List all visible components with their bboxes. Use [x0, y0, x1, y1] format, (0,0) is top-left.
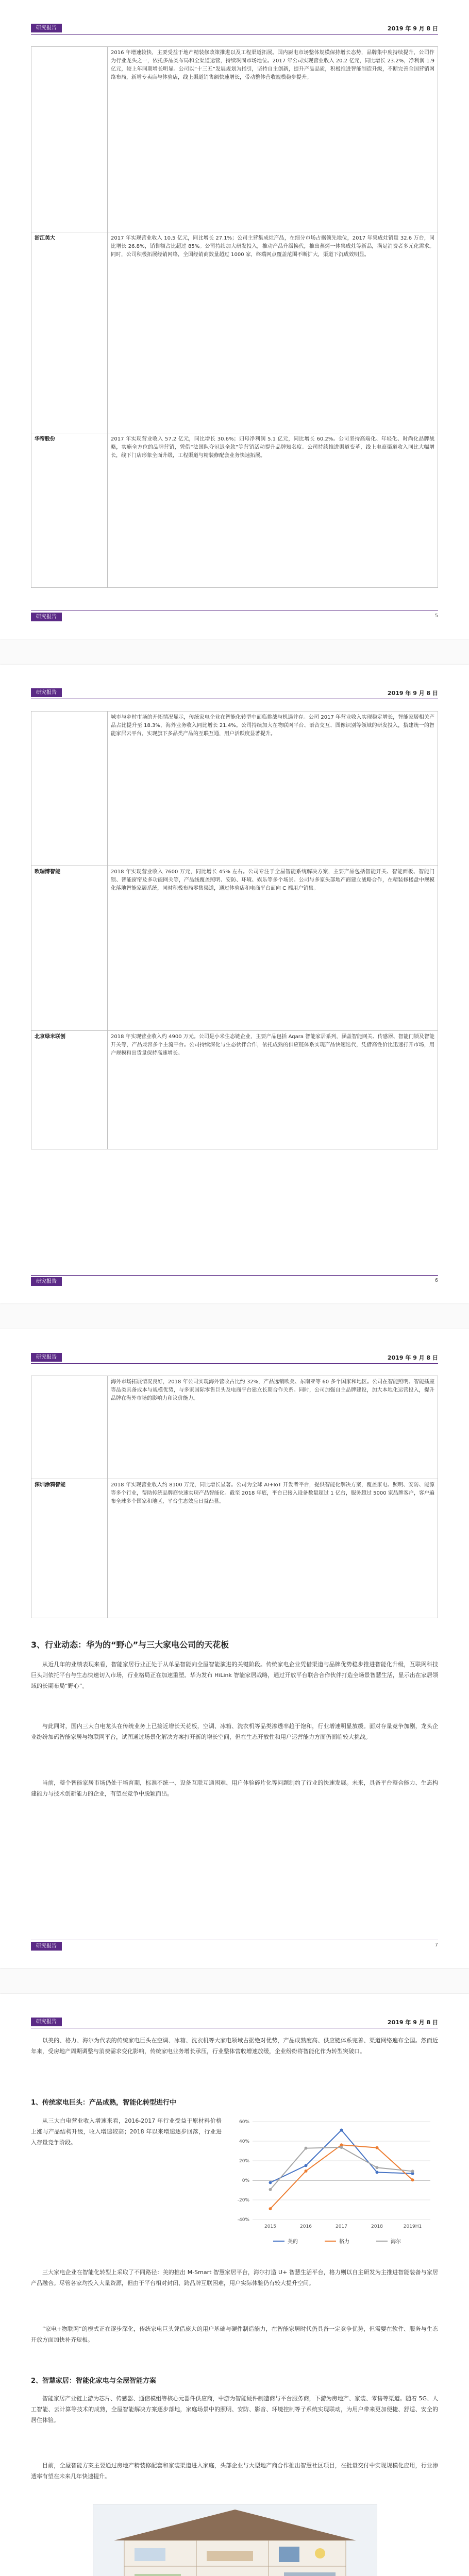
y-tick-label: 40%	[239, 2139, 249, 2144]
data-point	[411, 2178, 414, 2181]
report-badge: 研究报告	[31, 688, 62, 697]
company-description: 城市与乡村市场的开拓情况显示，传统家电企业在智能化转型中面临挑战与机遇并存。公司 2017 年营业收入实现稳定增长，智能家居相关产品占比提升至 18.3%，海外业务收入同比增长 21.4%。公司持续加大在物联网平台、语音交互、图像识别等领域的研发投入，搭建统一的智能家居云平台，实现旗下多品类产品的互联互通，用户活跃度显著提升。	[108, 711, 438, 866]
page-header	[31, 24, 438, 35]
data-point	[269, 2188, 272, 2191]
revenue-growth-chart	[232, 2111, 438, 2250]
body-paragraph: 目前，全屋智能方案主要通过房地产精装修配套和家装渠道进入家庭，头部企业与大型地产商合作推出智慧社区项目，在批量交付中实现规模化应用，行业渗透率有望在未来几年快速提升。	[31, 2462, 438, 2480]
body-paragraph: 从近几年的业绩表现来看，智能家居行业正处于从单品智能向全屋智能演进的关键阶段。传统家电企业凭借渠道与品牌优势稳步推进智能化升级，互联网科技巨头则依托平台与生态快速切入市场，行业格局正在加速重塑。华为发布 HiLink 智能家居战略，通过开放平台联合合作伙伴打造全场景智慧生活，显示出在家居领域的长期布局“野心”。	[31, 1661, 438, 1689]
report-date: 2019 年 9 月 8 日	[387, 690, 438, 697]
company-name: 北京绿米联创	[31, 1031, 108, 1149]
report-badge: 研究报告	[31, 1353, 62, 1362]
page-header	[31, 688, 438, 699]
report-badge: 研究报告	[31, 2018, 62, 2026]
legend-label: 美的	[288, 2239, 298, 2245]
y-tick-label: 0%	[242, 2178, 249, 2183]
page-footer	[31, 611, 438, 621]
report-date: 2019 年 9 月 8 日	[387, 2019, 438, 2026]
report-badge: 研究报告	[31, 24, 62, 32]
company-description: 2016 年增速较快，主要受益于地产精装修政策推进以及工程渠道拓展。国内厨电市场整体规模保持增长态势，品牌集中度持续提升，公司作为行业龙头之一，依托多品类布局和全渠道运营，持续巩固市场地位。2017 年公司实现营业收入 20.2 亿元，同比增长 23.2%，净利润 1.9 亿元，较上年同期增长明显。公司以“十三五”发展规划为指引，坚持自主创新，提升产品品质，积极推进智能制造升级，不断完善全国营销网络布局，新增专卖店与体验店，线上渠道销售额快速增长，带动整体营收规模稳步提升。	[108, 47, 438, 232]
data-point	[340, 2146, 343, 2149]
company-name: 深圳涂鸦智能	[31, 1479, 108, 1618]
report-page-4	[0, 1994, 469, 2576]
company-name: 欧瑞博智能	[31, 866, 108, 1031]
company-description: 2018 年实现营业收入 7600 万元，同比增长 45% 左右。公司专注于全屋智能系统解决方案，主要产品包括智能开关、智能面板、智能门锁、智能窗帘及多功能网关等，产品线覆盖照明、安防、环境、娱乐等多个场景。公司与多家头部地产商建立战略合作，在精装修楼盘中规模化落地智能家居系统，同时积极布局零售渠道，通过体验店和电商平台面向 C 端用户销售。	[108, 866, 438, 1031]
chart-axes	[238, 2120, 422, 2229]
x-tick-label: 2017	[336, 2224, 347, 2229]
subsection-title: 2、智慧家居：智能化家电与全屋智能方案	[31, 2377, 157, 2385]
company-name	[31, 1376, 108, 1479]
smart-home-illustration	[93, 2504, 377, 2576]
data-point	[305, 2170, 308, 2173]
table-row	[31, 47, 438, 232]
page-number: 6	[434, 1278, 438, 1283]
legend-label: 格力	[339, 2239, 349, 2245]
table-row	[31, 433, 438, 588]
data-point	[376, 2166, 379, 2169]
company-description: 2017 年实现营业收入 10.5 亿元，同比增长 27.1%；公司主营集成灶产品，在细分市场占据领先地位，2017 年集成灶销量 32.6 万台，同比增长 26.8%，销售额占比超过 85%。公司持续加大研发投入，推动产品升级换代，推出蒸烤一体集成灶等新品，满足消费者多元化需求。同时，公司积极拓展经销网络，全国经销商数量超过 1000 家，终端网点覆盖范围不断扩大，渠道下沉成效明显。	[108, 232, 438, 433]
y-tick-label: -40%	[237, 2217, 249, 2223]
subsection-title: 1、传统家电巨头：产品成熟，智能化转型进行中	[31, 2099, 177, 2107]
report-page-1	[0, 0, 469, 639]
chart-legend	[273, 2238, 401, 2245]
report-page-2	[0, 665, 469, 1303]
x-tick-label: 2018	[371, 2224, 383, 2229]
body-paragraph: 从三大白电营业收入增速来看，2016-2017 年行业受益于原材料价格上涨与产品结构升级，收入增速较高；2018 年以来增速逐步回落，行业进入存量竞争阶段。	[31, 2117, 222, 2146]
y-tick-label: 60%	[239, 2120, 249, 2125]
company-description: 海外市场拓展情况良好，2018 年公司实现海外营收占比约 32%，产品远销欧美、东南亚等 60 多个国家和地区。公司在智能照明、智能插座等品类具备成本与规模优势，与多家国际零售巨头及电商平台建立长期合作关系。同时，公司加强自主品牌建设，加大本地化运营投入，提升品牌在海外市场的影响力和议价能力。	[108, 1376, 438, 1479]
series-line-2	[271, 2147, 413, 2190]
report-date: 2019 年 9 月 8 日	[387, 25, 438, 32]
legend-label: 海尔	[391, 2239, 401, 2245]
page-header	[31, 2018, 438, 2028]
data-point	[305, 2147, 308, 2150]
data-point	[269, 2181, 272, 2184]
data-point	[411, 2170, 414, 2173]
data-point	[376, 2171, 379, 2174]
data-point	[305, 2164, 308, 2167]
report-date: 2019 年 9 月 8 日	[387, 1354, 438, 1361]
company-name: 浙江美大	[31, 232, 108, 433]
company-table-2	[31, 711, 438, 1149]
company-name	[31, 711, 108, 866]
page-footer	[31, 1275, 438, 1286]
page-footer	[31, 1940, 438, 1951]
x-tick-label: 2019H1	[403, 2224, 422, 2229]
y-tick-label: 20%	[239, 2159, 249, 2164]
series-line-1	[271, 2145, 413, 2209]
company-description: 2018 年实现营业收入约 4900 万元。公司是小米生态链企业，主要产品包括 Aqara 智能家居系列，涵盖智能网关、传感器、智能门锁及智能开关等，产品兼容多个主流平台。公司持续深化与生态伙伴合作，依托成熟的供应链体系实现产品快速迭代，凭借高性价比迅速打开市场，用户规模和出货量保持高速增长。	[108, 1031, 438, 1149]
report-badge: 研究报告	[31, 1277, 62, 1286]
company-name	[31, 47, 108, 232]
data-point	[269, 2207, 272, 2210]
data-point	[340, 2129, 343, 2132]
report-badge: 研究报告	[31, 613, 62, 621]
page-header	[31, 1353, 438, 1364]
section-title: 3、行业动态：华为的“野心”与三大家电公司的天花板	[31, 1640, 229, 1650]
body-paragraph: 与此同时，国内三大白电龙头在传统业务上已接近增长天花板，空调、冰箱、洗衣机等品类渗透率趋于饱和，行业增速明显放缓。面对存量竞争加剧，龙头企业纷纷加码智能家居与物联网平台，试图通过场景化解决方案打开新的增长空间，但在生态开放性和用户运营能力方面仍面临较大挑战。	[31, 1723, 438, 1740]
table-row	[31, 711, 438, 866]
company-description: 2017 年实现营业收入 57.2 亿元，同比增长 30.6%；归母净利润 5.1 亿元，同比增长 60.2%。公司坚持高端化、年轻化、时尚化品牌战略，实施全方位的品牌营销，凭借“法国队夺冠退全款”等营销活动提升品牌知名度。公司持续推进渠道变革，线上电商渠道收入同比大幅增长，线下门店形象全面升级，工程渠道与精装修配套业务快速拓展。	[108, 433, 438, 588]
body-paragraph: 智能家居产业链上游为芯片、传感器、通信模组等核心元器件供应商，中游为智能硬件制造商与平台服务商，下游为房地产、家装、零售等渠道。随着 5G、人工智能、云计算等技术的成熟，全屋智能解决方案逐步落地，家庭场景中的照明、安防、影音、环境控制等子系统实现联动，为用户带来更加便捷、舒适、安全的居住体验。	[31, 2395, 438, 2424]
page-number: 7	[434, 1942, 438, 1948]
report-badge: 研究报告	[31, 1942, 62, 1951]
table-row	[31, 232, 438, 433]
company-table-3	[31, 1376, 438, 1618]
body-paragraph: 当前，整个智能家居市场仍处于培育期，标准不统一、设备互联互通困难、用户体验碎片化等问题制约了行业的快速发展。未来，具备平台整合能力、生态构建能力与技术创新能力的企业，有望在竞争中脱颖而出。	[31, 1780, 438, 1797]
y-tick-label: -20%	[237, 2198, 249, 2203]
company-description: 2018 年实现营业收入约 8100 万元，同比增长显著。公司为全球 AI+IoT 开发者平台，提供智能化解决方案，覆盖家电、照明、安防、能源等多个行业，帮助传统品牌商快速实现产品智能化。截至 2018 年底，平台已接入设备数量超过 1 亿台，服务超过 5000 家品牌客户，客户遍布全球多个国家和地区，平台生态效应日益凸显。	[108, 1479, 438, 1618]
company-table-1	[31, 46, 438, 588]
chart-canvas	[232, 2111, 438, 2250]
x-tick-label: 2016	[300, 2224, 312, 2229]
table-row	[31, 1479, 438, 1618]
chart-series	[269, 2129, 414, 2211]
table-row	[31, 1376, 438, 1479]
series-line-0	[271, 2130, 413, 2183]
body-paragraph: “家电+物联网”的模式正在逐步深化，传统家电巨头凭借庞大的用户基础与硬件制造能力，在智能家居时代仍具备一定竞争优势，但需要在软件、服务与生态开放方面加快补齐短板。	[31, 2326, 438, 2343]
body-paragraph: 以美的、格力、海尔为代表的传统家电巨头在空调、冰箱、洗衣机等大家电领域占据绝对优势，产品成熟度高、供应链体系完善、渠道网络遍布全国。然而近年来，受房地产周期调整与消费需求变化影响，传统家电业务增长承压，行业整体营收增速放缓，企业纷纷将智能化作为转型突破口。	[31, 2037, 438, 2055]
data-point	[376, 2146, 379, 2149]
report-page-3	[0, 1329, 469, 1968]
table-row	[31, 1031, 438, 1149]
page-number: 5	[434, 613, 438, 619]
table-row	[31, 866, 438, 1031]
company-name: 华帝股份	[31, 433, 108, 588]
body-paragraph: 三大家电企业在智能化转型上采取了不同路径：美的推出 M-Smart 智慧家居平台，海尔打造 U+ 智慧生活平台，格力则以自主研发为主推进智能装备与家居产品融合。尽管各家均投入大量资源，但由于平台相对封闭、跨品牌互联困难，用户实际体验仍有较大提升空间。	[31, 2269, 438, 2286]
house-cutaway-image	[93, 2504, 377, 2576]
x-tick-label: 2015	[264, 2224, 276, 2229]
